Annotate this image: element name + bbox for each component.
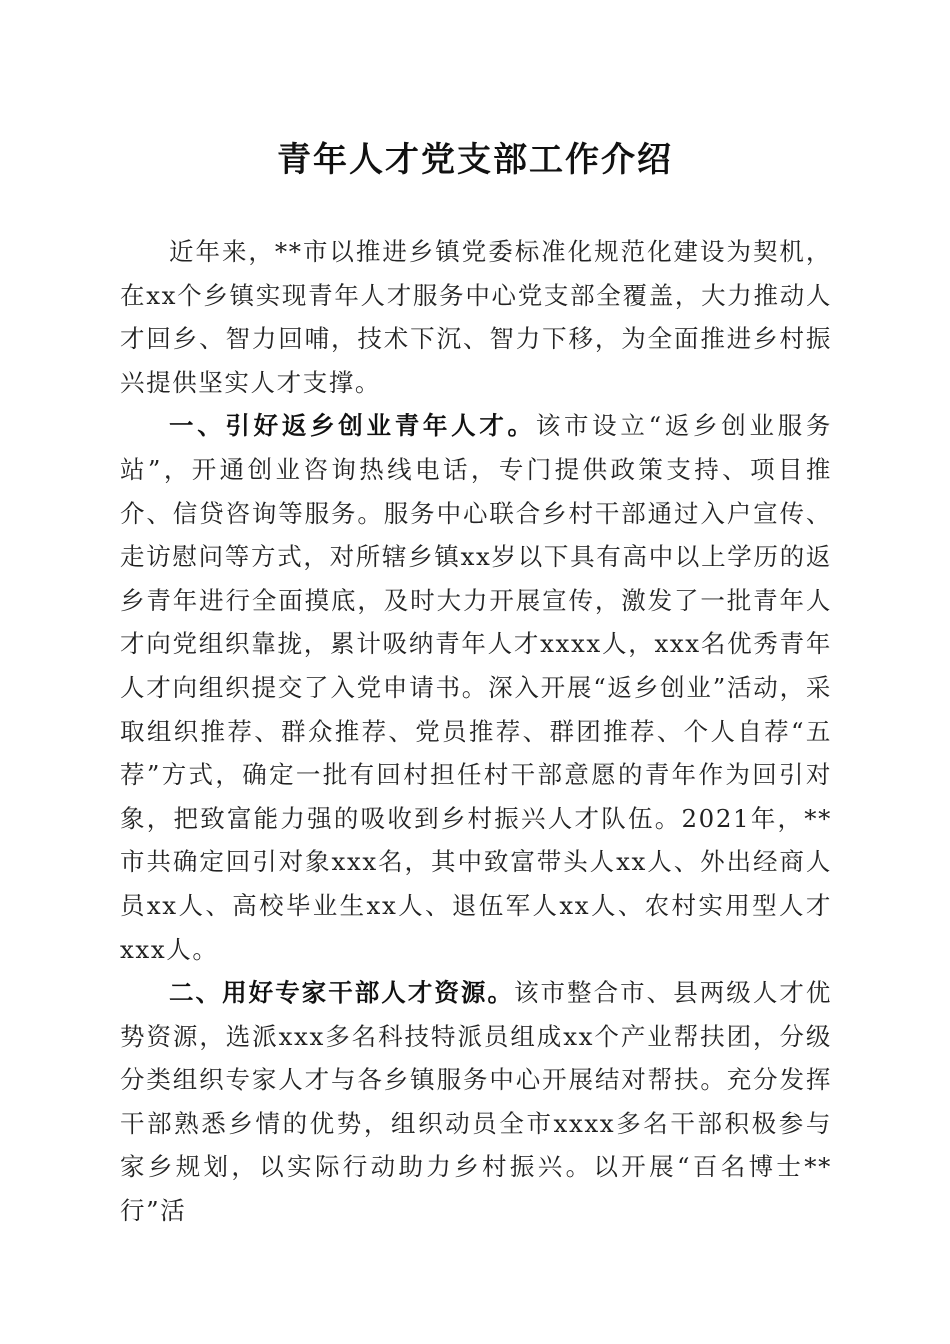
paragraph-intro-text: 近年来，**市以推进乡镇党委标准化规范化建设为契机，在xx个乡镇实现青年人才服务中心党支部全覆盖，大力推动人才回乡、智力回哺，技术下沉、智力下移，为全面推进乡村振兴提供坚实人才支撑。 [120,237,832,397]
paragraph-section-2 [120,971,832,1233]
document-body [120,230,832,1233]
section-1-text: 该市设立“返乡创业服务站”，开通创业咨询热线电话，专门提供政策支持、项目推介、信贷咨询等服务。服务中心联合乡村干部通过入户宣传、走访慰问等方式，对所辖乡镇xx岁以下具有高中以上学历的返乡青年进行全面摸底，及时大力开展宣传，激发了一批青年人才向党组织靠拢，累计吸纳青年人才xxxx人，xxx名优秀青年人才向组织提交了入党申请书。深入开展“返乡创业”活动，采取组织推荐、群众推荐、党员推荐、群团推荐、个人自荐“五荐”方式，确定一批有回村担任村干部意愿的青年作为回引对象，把致富能力强的吸收到乡村振兴人才队伍。2021年，**市共确定回引对象xxx名，其中致富带头人xx人、外出经商人员xx人、高校毕业生xx人、退伍军人xx人、农村实用型人才xxx人。 [120,411,832,964]
section-2-text: 该市整合市、县两级人才优势资源，选派xxx多名科技特派员组成xx个产业帮扶团，分级分类组织专家人才与各乡镇服务中心开展结对帮扶。充分发挥干部熟悉乡情的优势，组织动员全市xxxx多名干部积极参与家乡规划，以实际行动助力乡村振兴。以开展“百名博士**行”活 [120,978,832,1226]
section-1-heading: 一、引好返乡创业青年人才。 [169,411,536,441]
document-title: 青年人才党支部工作介绍 [277,140,673,180]
section-2-heading: 二、用好专家干部人才资源。 [169,978,514,1008]
paragraph-section-1 [120,404,832,971]
paragraph-intro [120,230,832,404]
